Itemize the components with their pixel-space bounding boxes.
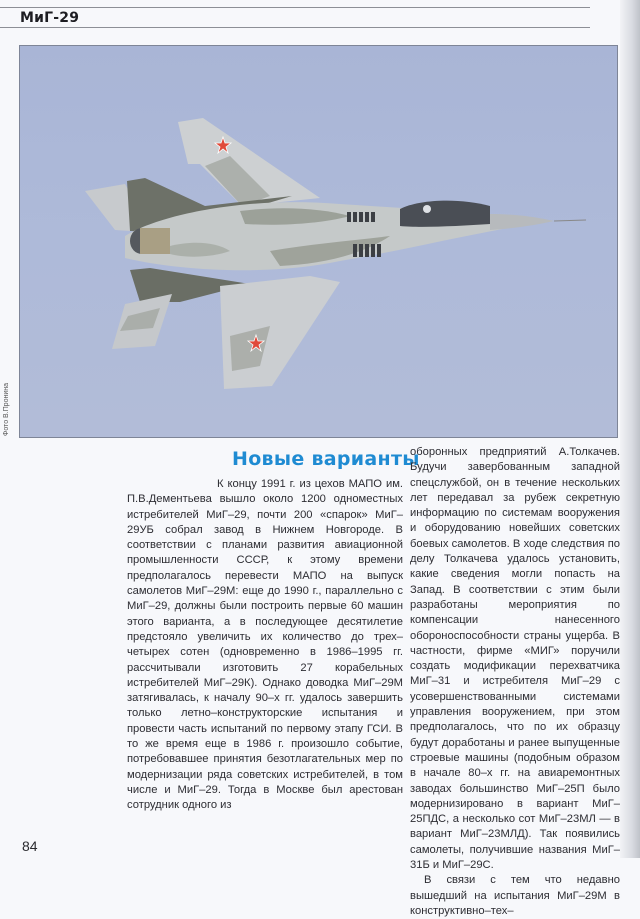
photo-credit: Фото В.Пронина	[3, 383, 10, 436]
page-spine-shadow	[620, 0, 640, 858]
header-rule-top	[0, 7, 590, 8]
header-rule-bottom	[0, 27, 590, 28]
article-column-right	[410, 445, 620, 919]
page-number: 84	[22, 838, 38, 854]
section-title: Новые варианты	[232, 448, 420, 470]
paragraph: В связи с тем что недавно вышедший на испытания МиГ–29М в конструктивно–тех–	[410, 874, 620, 917]
paragraph: К концу 1991 г. из цехов МАПО им. П.В.Дементьева вышло около 1200 одноместных истребителей МиГ–29, почти 200 «спарок» МиГ–29УБ собрал завод в Нижнем Новгороде. В соответствии с планами развития авиационной промышленности СССР, к этому времени предполагалось перевести МАПО на выпуск самолетов МиГ–29М: еще до 1990 г., параллельно с МиГ–29, должны были построить первые 60 машин этого варианта, а в последующее десятилетие предстояло увеличить их количество до трех–четырех сотен (одновременно в 1986–1995 гг. рассчитывали изготовить 27 корабельных истребителей МиГ–29К). Однако доводка МиГ–29М затягивалась, к началу 90–х гг. удалось завершить только летно–конструкторские испытания и провести часть испытаний по первому этапу ГСИ. В то же время еще в 1986 г. произошло событие, потребовавшее принятия безотлагательных мер по модернизации ряда советских истребителей, в том числе и МиГ–29. Тогда в Москве был арестован сотрудник одного из	[127, 478, 403, 812]
mig29-aircraft-illustration	[20, 46, 618, 438]
paragraph: оборонных предприятий А.Толкачев. Будучи завербованным западной спецслужбой, он в течение нескольких лет передавал за рубеж секретную информацию по системам вооружения и оборудованию новейших советских боевых самолетов. В ходе следствия по делу Толкачева удалось установить, какие сведения могли попасть на Запад. В соответствии с этим были разработаны мероприятия по компенсации нанесенного обороноспособности страны ущерба. В частности, фирме «МИГ» поручили создать модификации перехватчика МиГ–31 и истребителя МиГ–29 с усовершенствованными системами управления вооружением, при этом предполагалось, что по их образцу будут доработаны и ранее выпущенные строевые машины (подобным образом в начале 80–х гг. на авиаремонтных заводах большинство МиГ–25П было модернизировано в вариант МиГ–25ПДС, а несколько сот МиГ–23МЛ — в вариант МиГ–23МЛД). Так появились самолеты, получившие названия МиГ–31Б и МиГ–29С.	[410, 446, 620, 872]
running-title: МиГ-29	[20, 10, 80, 26]
article-column-left	[127, 477, 403, 814]
aircraft-photo	[19, 45, 618, 438]
